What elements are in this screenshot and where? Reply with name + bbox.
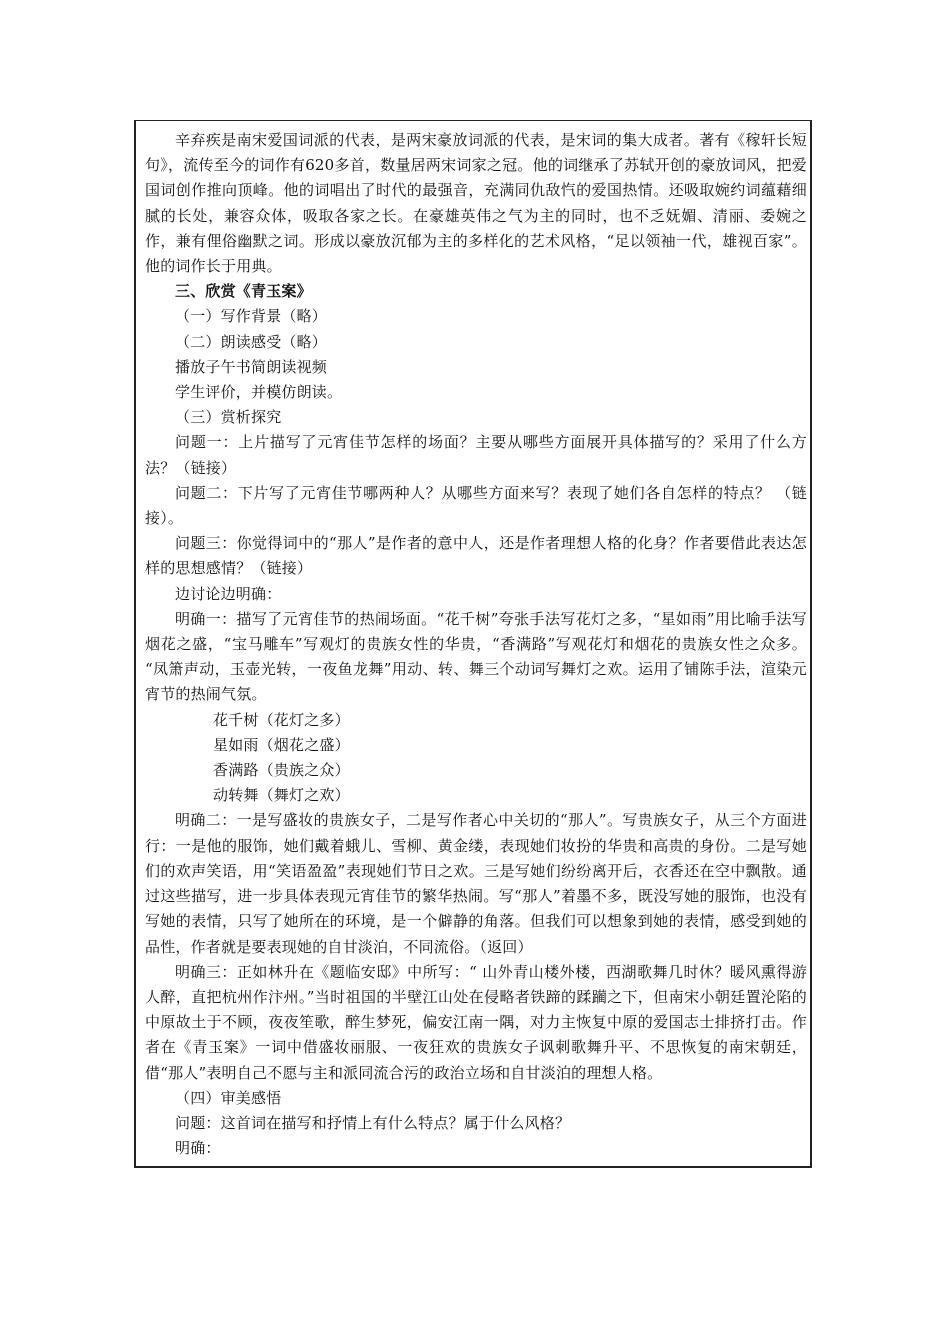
answer-style: 明确： <box>175 1139 221 1158</box>
paragraph-video: 播放子午书简朗读视频 <box>175 357 328 376</box>
question-two: 问题二：下片写了元宵佳节哪两种人？从哪些方面来写？表现了她们各自怎样的特点？ （链接）。 <box>145 483 807 528</box>
question-three: 问题三：你觉得词中的“那人”是作者的意中人，还是作者理想人格的化身？作者要借此表达怎样的思想感情？（链接） <box>145 534 807 578</box>
document-body <box>145 128 807 1161</box>
answer-two: 明确二：一是写盛妆的贵族女子，二是写作者心中关切的“那人”。写贵族女子，从三个方面进行：一是他的服饰，她们戴着蛾儿、雪柳、黄金缕，表现她们妆扮的华贵和高贵的身份。二是写她们的欢声笑语，用“笑语盈盈”表现她们节日之欢。三是写她们纷纷离开后，衣香还在空中飘散。通过这些描写，进一步具体表现元宵佳节的繁华热闹。写“那人”着墨不多，既没写她的服饰，也没有写她的表情，只写了她所在的环境，是一个僻静的角落。但我们可以想象到她的表情，感受到她的品性，作者就是要表现她的自甘淡泊，不同流俗。（返回） <box>145 811 807 956</box>
section-heading-appreciation: 三、欣赏《青玉案》 <box>175 282 312 301</box>
list-item: 花千树（花灯之多） <box>213 710 350 729</box>
answer-three: 明确三：正如林升在《题临安邸》中所写：“ 山外青山楼外楼，西湖歌舞几时休？暖风熏得游人醉，直把杭州作汴州。”当时祖国的半壁江山处在侵略者铁蹄的蹂躏之下，但南宋小朝廷置沦陷的中原故土于不顾，夜夜笙歌，醉生梦死，偏安江南一隅，对力主恢复中原的爱国志士排挤打击。作者在《青玉案》一词中借盛妆丽服、一夜狂欢的贵族女子讽刺歌舞升平、不思恢复的南宋朝廷，借“那人”表明自己不愿与主和派同流合污的政治立场和自甘淡泊的理想人格。 <box>145 962 807 1082</box>
question-one: 问题一：上片描写了元宵佳节怎样的场面？主要从哪些方面展开具体描写的？采用了什么方法？（链接） <box>145 433 807 477</box>
paragraph-author-intro: 辛弃疾是南宋爱国词派的代表，是两宋豪放词派的代表，是宋词的集大成者。著有《稼轩长短句》，流传至今的词作有620多首，数量居两宋词家之冠。他的词继承了苏轼开创的豪放词风，把爱国词创作推向顶峰。他的词唱出了时代的最强音，充满同仇敌忾的爱国热情。还吸取婉约词蕴藉细腻的长处，兼容众体，吸取各家之长。在豪雄英伟之气为主的同时，也不乏妩媚、清丽、委婉之作，兼有俚俗幽默之词。形成以豪放沉郁为主的多样化的艺术风格，“足以领袖一代，雄视百家”。他的词作长于用典。 <box>145 131 807 276</box>
subheading-aesthetic: （四）审美感悟 <box>175 1088 282 1107</box>
list-item: 香满路（贵族之众） <box>213 761 350 780</box>
paragraph-evaluation: 学生评价，并模仿朗读。 <box>175 383 343 402</box>
subheading-background: （一）写作背景（略） <box>175 307 328 326</box>
subheading-reading: （二）朗读感受（略） <box>175 332 328 351</box>
question-style: 问题：这首词在描写和抒情上有什么特点？属于什么风格？ <box>175 1113 571 1132</box>
paragraph-discussion: 边讨论边明确： <box>175 584 282 603</box>
list-item: 星如雨（烟花之盛） <box>213 735 350 754</box>
list-item: 动转舞（舞灯之欢） <box>213 786 350 805</box>
answer-one: 明确一：描写了元宵佳节的热闹场面。“花千树”夸张手法写花灯之多，“星如雨”用比喻手法写烟花之盛，“宝马雕车”写观灯的贵族女性的华贵，“香满路”写观花灯和烟花的贵族女性之众多。 “凤箫声动，玉壶光转，一夜鱼龙舞”用动、转、舞三个动词写舞灯之欢。运用了铺陈手法，渲染元宵节的热闹气氛。 <box>145 609 807 704</box>
subheading-analysis: （三）赏析探究 <box>175 408 282 427</box>
